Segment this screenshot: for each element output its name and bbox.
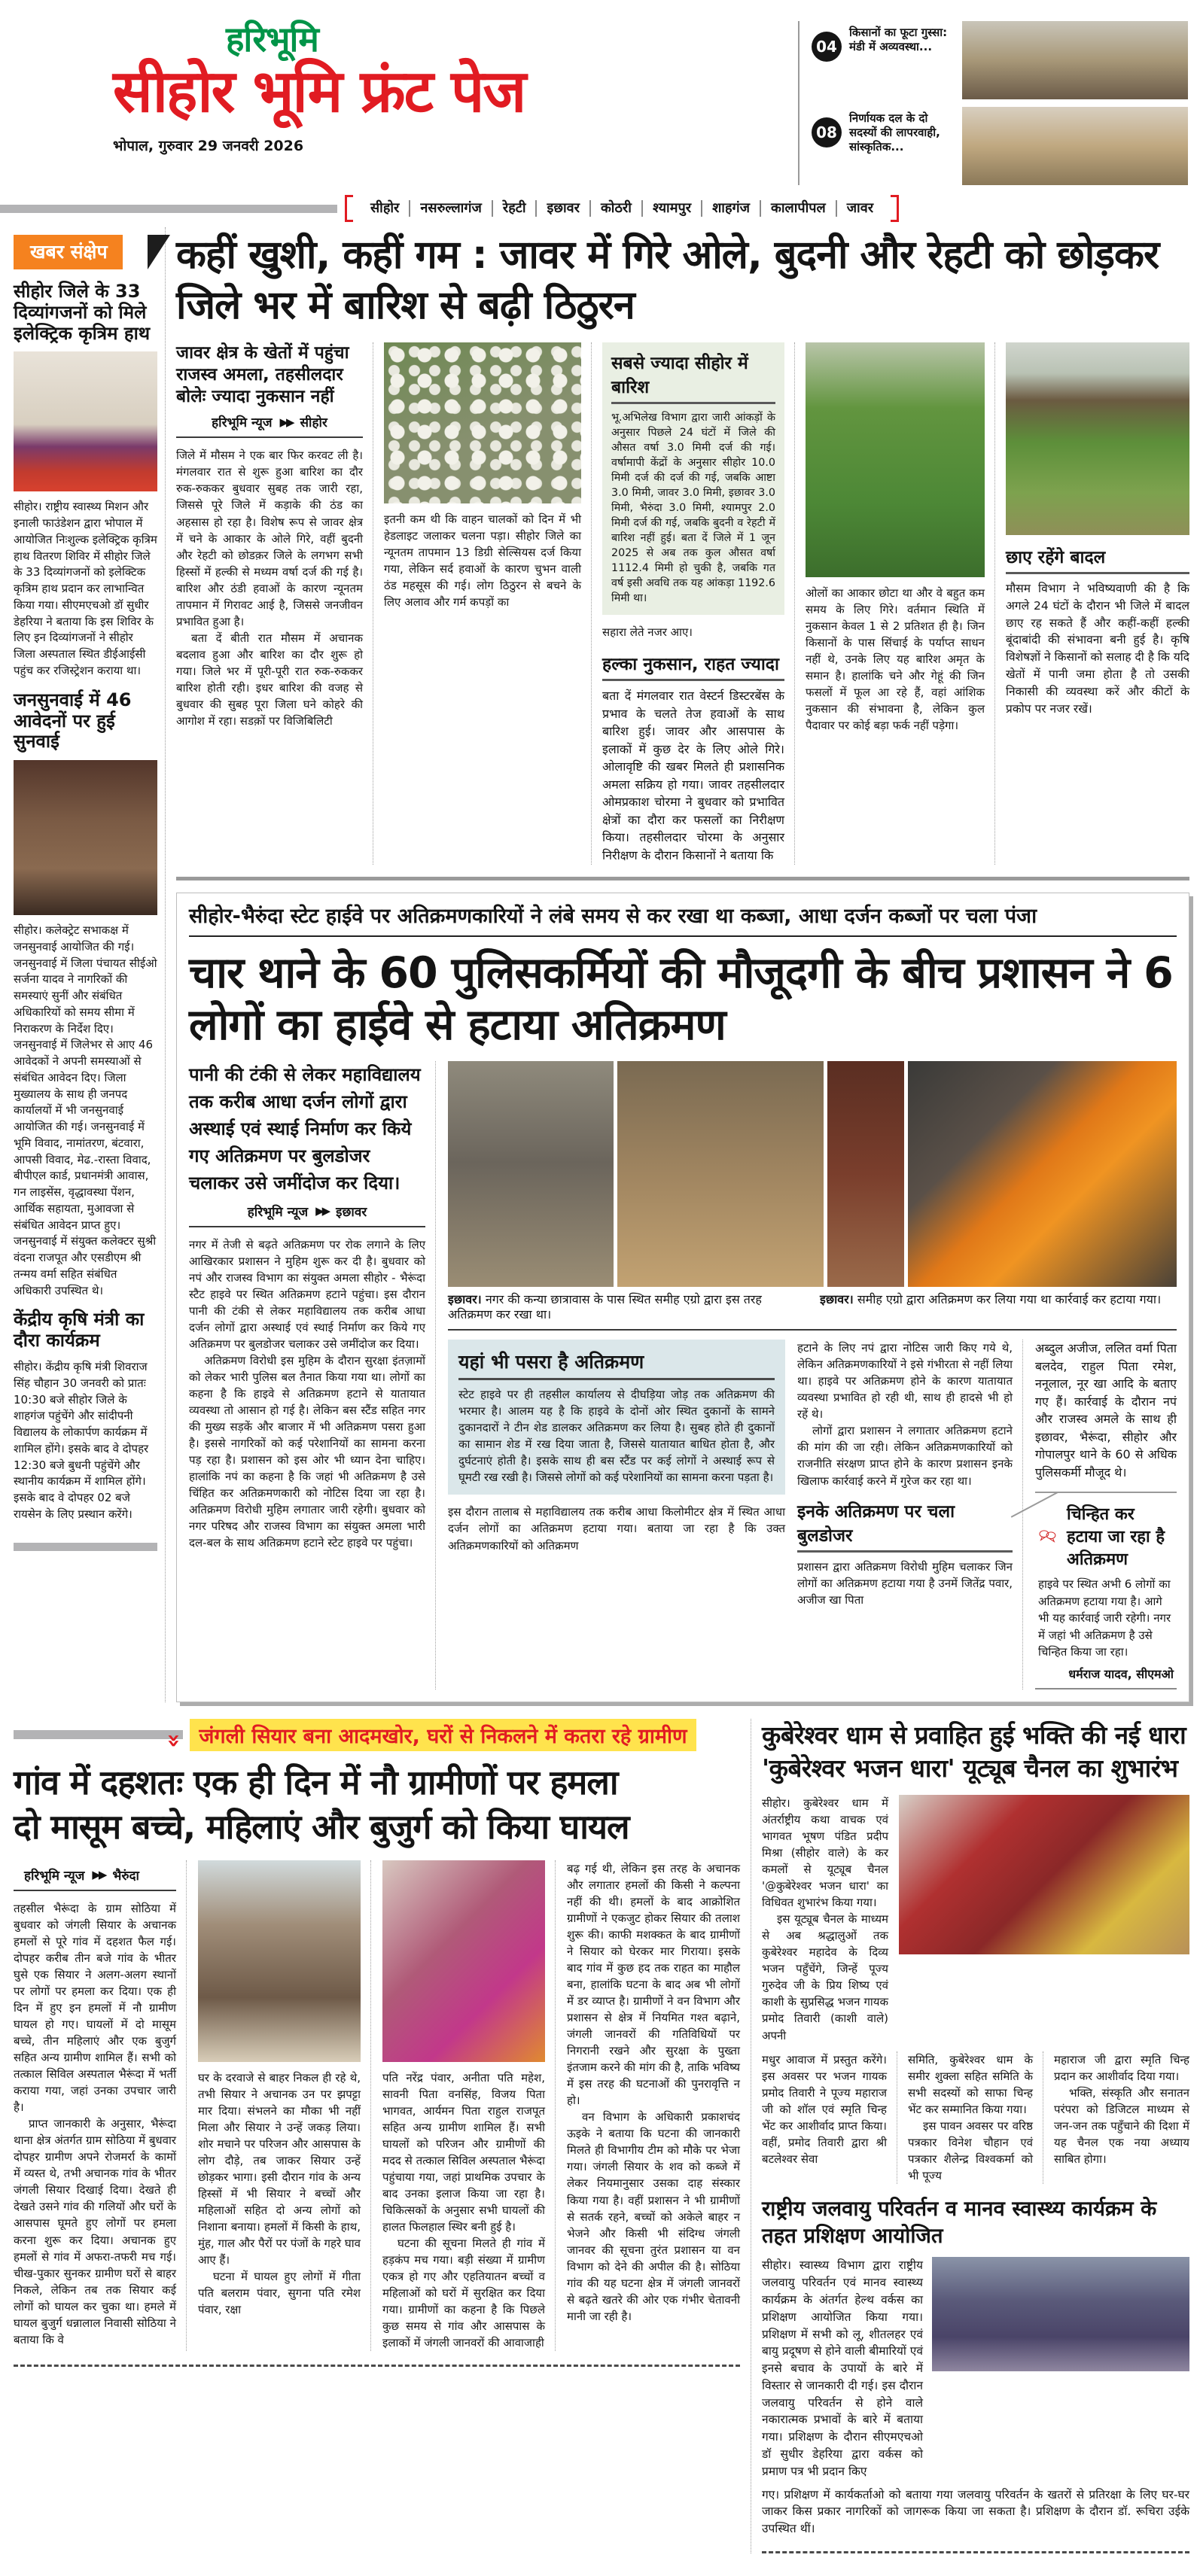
quote-attribution: धर्मराज यादव, सीएमओ bbox=[1068, 1666, 1174, 1681]
bottom-band bbox=[0, 1719, 1200, 2553]
rainfall-box-title: सबसे ज्यादा सीहोर में बारिश bbox=[611, 350, 775, 404]
encroachment-mid-col: हटाने के लिए नपं द्वारा नोटिस जारी किए गये थे, लेकिन अतिक्रमणकारियों ने इसे गंभीरता से नहीं लिया था। हाइवे पर अतिक्रमण होने के कारण यातायात व्यवस्था प्रभावित हो रही थी, साथ ही हादसे भी हो रहें थे। लोगों द्वारा प्रशासन ने लगातार अतिक्रमण हटाने की मांग की जा रही। लेकिन अतिक्रमणकारियों को राजनीति संरक्षण प्राप्त होने के कारण प्रशासन इनके खिलाफ कार्रवाई करने में गुरेज कर रहा था। इनके अतिक्रमण पर चला बुलडोजर प्रशासन द्वारा अतिक्रमण विरोधी मुहिम चलाकर जिन लोगों का अतिक्रमण हटाया गया है उनमें जितेंद्र पवार, अजीज खा पिता bbox=[797, 1340, 1023, 1689]
city-jawar: जावर bbox=[846, 200, 874, 217]
city-kothri: कोठरी bbox=[591, 200, 643, 217]
city-sehore: सीहोर bbox=[361, 200, 410, 217]
encroachment-columns bbox=[189, 1061, 1177, 1689]
sidebar-story3-body: सीहोर। केंद्रीय कृषि मंत्री शिवराज सिंह चौहान 30 जनवरी को प्रातः 10:30 बजे सीहोर जिले के शाहगंज पहुंचेंगे और सांदीपनी विद्यालय के लोकार्पण कार्यक्रम में शामिल होंगे। इसके बाद वे दोपहर 12:30 बजे बुधनी पहुंचेंगे और स्थानीय कार्यक्रम में शामिल होंगे। इसके बाद वे दोपहर 02 बजे रायसेन के लिए प्रस्थान करेंगे। bbox=[14, 1360, 149, 1521]
gray-rule bbox=[14, 1543, 157, 1551]
encroachment-photos bbox=[448, 1061, 1177, 1287]
photo-field-inspection bbox=[806, 342, 985, 577]
encroachment-bottom-columns bbox=[448, 1340, 1177, 1689]
encroachment-bottom-left bbox=[448, 1340, 785, 1689]
jackal-col2: घर के दरवाजे से बाहर निकल ही रहे थे, तभी सियार ने अचानक उन पर झपट्टा मार दिया। संभलने का मौका भी नहीं मिला और सियार ने उन्हें जकड़ लिया। शोर मचाने पर परिजन और आसपास के लोग दौड़े, तब जाकर सियार उन्हें छोड़कर भागा। इसी दौरान गांव के अन्य हिस्सों में भी सियार ने बच्चों और महिलाओं सहित दो अन्य लोगों को निशाना बनाया। हमलों में किसी के हाथ, मुंह, गाल और पैरों पर पंजों के गहरे घाव आए हैं। घटना में घायल हुए लोगों में गीता पति बलराम पंवार, सुगना पति रमेश पंवार, रक्षा bbox=[198, 1860, 371, 2352]
relief-box-title: हल्का नुकसान, राहत ज्यादा bbox=[602, 651, 784, 681]
jackal-kicker-row bbox=[14, 1719, 740, 1751]
climate-headline: राष्ट्रीय जलवायु परिवर्तन व मानव स्वास्थ्य कार्यक्रम के तहत प्रशिक्षण आयोजित bbox=[762, 2196, 1157, 2248]
jackal-kicker: जंगली सियार बना आदमखोर, घरों से निकलने में कतरा रहे ग्रामीण bbox=[190, 1719, 696, 1751]
jackal-headline: गांव में दहशतः एक ही दिन में नौ ग्रामीणों पर हमला दो मासूम बच्चे, महिलाएं और बुजुर्ग को किया घायल bbox=[14, 1762, 629, 1848]
gray-rule bbox=[14, 1730, 183, 1739]
byline bbox=[176, 413, 363, 438]
photo-prosthetic-camp bbox=[14, 351, 157, 491]
news-brief-sidebar bbox=[14, 227, 166, 1702]
climate-body-left: सीहोर। स्वास्थ्य विभाग द्वारा राष्ट्रीय जलवायु परिवर्तन एवं मानव स्वास्थ्य कार्यक्रम के अंतर्गत हेल्थ वर्कस का प्रशिक्षण आयोजित किया गया। प्रशिक्षण में सभी को लू, शीतलहर एवं बायु प्रदूषण से होने वाली बीमारियों एवं इनसे बचाव के उपायों के बारे में विस्तार से जानकारी दी गई। इस दौरान जलवायु परिवर्तन से होने वाले नकारात्मक प्रभावों के बारे में बताया गया। प्रशिक्षण के दौरान सीएमएचओ डॉ सुधीर डेहरिया द्वारा वर्कस को प्रमाण पत्र भी प्रदान किए bbox=[762, 2258, 923, 2478]
bhajan-row2 bbox=[762, 2051, 1189, 2184]
more-encroachment-box bbox=[448, 1340, 785, 1495]
rainfall-box-body: भू.अभिलेख विभाग द्वारा जारी आंकड़ों के अनुसार पिछले 24 घंटों में जिले की औसत वर्षा 3.0 मिमी दर्ज की गई। वर्षामापी केंद्रों के अनुसार सीहोर 10.0 मिमी दर्ज की दर्ज की गई, जबकि आष्टा 3.0 मिमी, जावर 3.0 मिमी, इछावर 3.0 मिमी, भैरुंदा 3.0 मिमी, श्यामपुर 2.0 मिमी दर्ज की गई, जबकि बुदनी व रेहटी में बारिश नहीं हुई। बता दें जिले में 1 जून 2025 से अब तक कुल औसत वर्षा 1112.4 मिमी हो चुकी है, जबकि गत वर्ष इसी अवधि तक यह आंकड़ा 1192.6 मिमी था। bbox=[611, 412, 775, 605]
encroachment-col1 bbox=[189, 1061, 436, 1689]
lead-col4 bbox=[806, 342, 995, 864]
byline bbox=[189, 1203, 425, 1227]
quote-body: हाइवे पर स्थित अभी 6 लोगों का अतिक्रमण हटाया गया है। आगे भी यह कार्रवाई जारी रहेगी। नगर में जहां भी अतिक्रमण है उसे चिन्हित किया जा रहा। bbox=[1038, 1577, 1171, 1659]
climate-row bbox=[762, 2257, 1189, 2480]
page-number-badge: 04 bbox=[812, 32, 842, 62]
masthead bbox=[0, 5, 1200, 185]
fast-forward-icon: ▶▶ bbox=[92, 1868, 105, 1882]
news-brief-badge: खबर संक्षेप bbox=[14, 235, 123, 269]
encroachment-left-extra: इस दौरान तालाब से महाविद्यालय तक करीब आधा किलोमीटर क्षेत्र में स्थित आधा दर्जन लोगों का अतिक्रमण हटाया गया। बताया जा रहा है कि उक्त अतिक्रमणकारियों को अतिक्रमण bbox=[448, 1505, 785, 1553]
jackal-col1: हरिभूमि न्यूज ▶▶ भैरुंदा तहसील भैरूंदा के ग्राम सोठिया में बुधवार को जंगली सियार के अचानक हमलों से पूरे गांव में दहशत फैल गई। दोपहर करीब तीन बजे गांव के भीतर घुसे एक सियार ने अलग-अलग स्थानों पर लोगों पर हमला कर दिया। एक ही दिन में हुए इन हमलों में नौ ग्रामीण घायल हो गए। घायलों में दो मासूम बच्चे, तीन महिलाएं और एक बुजुर्ग सहित अन्य ग्रामीण शामिल हैं। सभी को तत्काल सिविल अस्पताल भैरूंदा में भर्ती कराया गया, जहां उनका उपचार जारी है। प्राप्त जानकारी के अनुसार, भैरूंदा थाना क्षेत्र अंतर्गत ग्राम सोठिया में बुधवार दोपहर ग्रामीण अपने रोजमर्रा के कामों में व्यस्त थे, तभी अचानक गांव के भीतर जंगली सियार दिखाई दिया। देखते ही देखते उसने गांव की गलियों और घरों के आसपास घूमते हुए लोगों पर हमला करना शुरू कर दिया। अचानक हुए हमलों से गांव में अफरा-तफरी मच गई। चीख-पुकार सुनकर ग्रामीण घरों से बाहर निकले, लेकिन तब तक सियार कई लोगों को घायल कर चुका था। हमले में घायल बुजुर्ग धन्नालाल निवासी सोठिया ने बताया कि वे bbox=[14, 1860, 187, 2352]
photo-injured-elderly-man bbox=[198, 1860, 361, 2062]
encroachment-story bbox=[176, 893, 1189, 1702]
bhajan-row1 bbox=[762, 1795, 1189, 2044]
byline-brand: हरिभूमि न्यूज bbox=[212, 415, 273, 431]
cities-strip bbox=[0, 193, 1200, 224]
byline-place: भैरुंदा bbox=[112, 1868, 139, 1884]
byline-brand: हरिभूमि न्यूज bbox=[247, 1204, 309, 1220]
photo-hailstones bbox=[384, 342, 581, 503]
page-title: सीहोर भूमि फ्रंट पेज bbox=[113, 58, 525, 126]
bhajan-channel-story bbox=[762, 1719, 1189, 2184]
official-quote-box bbox=[1035, 1492, 1177, 1689]
open-bracket-icon bbox=[345, 195, 353, 222]
dateline: भोपाल, गुरुवार 29 जनवरी 2026 bbox=[113, 137, 304, 154]
lead-col2 bbox=[384, 342, 592, 864]
photo-health-training bbox=[932, 2257, 1189, 2371]
index-photo-event bbox=[962, 107, 1188, 185]
climate-training-story bbox=[762, 2196, 1189, 2553]
sidebar-story1-title: सीहोर जिले के 33 दिव्यांगजनों को मिले इलेक्ट्रिक कृत्रिम हाथ bbox=[14, 281, 151, 344]
lead-col3 bbox=[602, 342, 795, 864]
sidebar-story2-body: सीहोर। कलेक्ट्रेट सभाकक्ष में जनसुनवाई आयोजित की गई। जनसुनवाई में जिला पंचायत सीईओ सर्जना यादव ने नागरिकों की समस्याएं सुनीं और संबंधित अधिकारियों को समय सीमा में निराकरण के निर्देश दिए। जनसुनवाई में जिलेभर से आए 46 आवेदकों ने अपनी समस्याओं से संबंधित आवेदन दिए। जिला मुख्यालय के साथ ही जनपद कार्यालयों में भी जनसुनवाई आयोजित की गई। जनसुनवाई में भूमि विवाद, नामांतरण, बंटवारा, आपसी विवाद, मेढ.-रास्ता विवाद, बीपीएल कार्ड, प्रधानमंत्री आवास, गन लाइसेंस, वृद्धावस्था पेंशन, आर्थिक सहायता, मुआवजा से संबंधित आवेदन प्राप्त हुए। जनसुनवाई में संयुक्त कलेक्टर सुश्री वंदना राजपूत और एसडीएम श्री तन्मय वर्मा सहित संबंधित अधिकारी उपस्थित थे। bbox=[14, 923, 157, 1297]
gray-rule bbox=[0, 205, 337, 213]
photo-captions bbox=[448, 1287, 1177, 1331]
photo-channel-launch bbox=[899, 1795, 1189, 1954]
sidebar-story1-body: सीहोर। राष्ट्रीय स्वास्थ्य मिशन और इनाली फाउंडेशन द्वारा भोपाल में आयोजित निःशुल्क इलेक्ट्रिक कृत्रिम हाथ वितरण शिविर में सीहोर जिले के 33 दिव्यांगजनों को इलेक्टिक कृत्रिम हाथ प्रदान कर लाभान्वित किया गया। सीएमएचओ डॉ सुधीर डेहरिया ने बताया कि इस शिविर के लिए इन दिव्यांगजनों ने सीहोर जिला अस्पताल स्थित डीईआईसी पहुंच कर रजिस्ट्रेशन कराया था। bbox=[14, 500, 157, 677]
city-list bbox=[361, 200, 883, 217]
city-shahganj: शाहगंज bbox=[702, 200, 761, 217]
photo-jansunwai-meeting bbox=[14, 760, 157, 915]
bulldozer-list-title: इनके अतिक्रमण पर चला बुलडोजर bbox=[797, 1498, 1013, 1553]
city-nasrullaganj: नसरुल्लागंज bbox=[410, 200, 492, 217]
photo-caption-right: इछावर। समीह एग्रो द्वारा अतिक्रमण कर लिया गया था कार्रवाई कर हटाया गया। bbox=[820, 1291, 1162, 1306]
fast-forward-icon: ▶▶ bbox=[279, 415, 293, 429]
close-bracket-icon bbox=[891, 195, 899, 222]
badge-fold-icon bbox=[148, 235, 170, 269]
city-ichhawar: इछावर bbox=[537, 200, 591, 217]
byline-place: इछावर bbox=[336, 1204, 367, 1220]
section-divider bbox=[176, 877, 1189, 880]
lead-col2-body: इतनी कम थी कि वाहन चालकों को दिन में भी हेडलाइट जलाकर चलना पड़ा। सीहोर जिले का न्यूनतम तापमान 13 डिग्री सेल्सियस दर्ज किया गया, लेकिन सर्द हवाओं के कारण चुभन वाली ठंड महसूस की गई। लोग ठिठुरन से बचने के लिए अलाव और गर्म कपड़ों का bbox=[384, 512, 581, 610]
sidebar-story2-title: जनसुनवाई में 46 आवेदनों पर हुई सुनवाई bbox=[14, 689, 132, 753]
bhajan-col1: सीहोर। कुबेरेश्वर धाम में अंतर्राष्ट्रीय कथा वाचक एवं भागवत भूषण पंडित प्रदीप मिश्रा (सीहोर वाले) के कर कमलों से यूट्यूब चैनल '@कुबेरेश्वर भजन धारा' का विधिवत शुभारंभ किया गया। इस यूट्यूब चैनल के माध्यम से अब श्रद्धालुओं तक कुबेरेश्वर महादेव के दिव्य भजन पहुँचेंगे, जिन्हें पूज्य गुरुदेव जी के प्रिय शिष्य एवं काशी के सुप्रसिद्ध भजन गायक प्रमोद तिवारी (काशी वाले) अपनी bbox=[762, 1796, 888, 2042]
city-shyampur: श्यामपुर bbox=[643, 200, 702, 217]
masthead-left bbox=[113, 15, 640, 185]
index-item bbox=[812, 21, 1189, 99]
clouds-box-body: मौसम विभाग ने भविष्यवाणी की है कि अगले 24 घंटों के दौरान भी जिले में बादल छाए रह सकते हैं और कहीं-कहीं हल्की बूंदाबांदी की संभावना बनी हुई है। कृषि विशेषज्ञों ने किसानों को सलाह दी है कि यदि खेतों में पानी जमा होता है तो उसकी निकासी की व्यवस्था करें और कीटों के प्रकोप पर नजर रखें। bbox=[1006, 582, 1189, 716]
city-rehti: रेहटी bbox=[493, 200, 538, 217]
rainfall-box bbox=[602, 342, 784, 615]
encroachment-col1-body: नगर में तेजी से बढ़ते अतिक्रमण पर रोक लगाने के लिए आखिरकार प्रशासन ने मुहिम शुरू कर दी है। बुधवार को नपं और राजस्व विभाग का संयुक्त अमला सीहोर - भैरूंदा स्टैट हाइवे पर स्थित अतिक्रमण हटाने पहुंचा। इस दौरान पानी की टंकी से लेकर महाविद्यालय तक करीब आधा दर्जन लोगों द्वारा अस्थाई एवं स्थाई निर्माण कर किये गए अतिक्रमण पर बुलडोजर चलाकर उसे जमींदोज कर दिया। अतिक्रमण विरोधी इस मुहिम के दौरान सुरक्षा इंतज़ामों को लेकर भारी पुलिस बल तैनात किया गया था। लोगों का कहना है कि हाइवे से अतिक्रमण हटाने से यातायात व्यवस्था तो आसान हो गई है। लेकिन बस स्टैंड सहित नगर की मुख्य सड़कें और बाजार में भी अतिक्रमण पसरा हुआ है। इससे नागरिकों को कई परेशानियों का सामना करना पड़ रहा है। प्रशासन को इस ओर भी ध्यान देना चाहिए। हालांकि नपं का कहना है कि जहां भी अतिक्रमण है उसे चिंहित कर अतिक्रमणकारी को नोटिस दिया जा रहा है। अतिक्रमण विरोधी मुहिम लगातार जारी रहेगी। बुधवार को नगर परिषद और राजस्व विभाग का संयुक्त अमला भारी दल-बल के साथ अतिक्रमण हटाने स्टेट हाइवे पर पहुंचा। bbox=[189, 1237, 425, 1550]
right-bottom-stack bbox=[751, 1719, 1189, 2553]
main-column bbox=[176, 227, 1189, 1702]
bhajan-headline: कुबेरेश्वर धाम से प्रवाहित हुई भक्ति की नई धारा 'कुबेरेश्वर भजन धारा' यूट्यूब चैनल का शुभारंभ bbox=[762, 1720, 1186, 1784]
jackal-col3: पति नरेंद्र पंवार, अनीता पति महेश, सावनी पिता वनसिंह, विजय पिता भागवत, आर्यमन पिता राहुल राजपूत सहित अन्य ग्रामीण शामिल हैं। सभी घायलों को परिजन और ग्रामीणों की मदद से तत्काल सिविल अस्पताल भैरूंदा पहुंचाया गया, जहां प्राथमिक उपचार के बाद उनका इलाज किया जा रहा है। चिकित्सकों के अनुसार सभी घायलों की हालत फिलहाल स्थिर बनी हुई है। घटना की सूचना मिलते ही गांव में हड़कंप मच गया। बड़ी संख्या में ग्रामीण एकत्र हो गए और एहतियातन बच्चों व महिलाओं को घरों में सुरक्षित कर दिया गया। ग्रामीणों का कहना है कि पिछले कुछ समय से गांव और आसपास के इलाकों में जंगली जानवरों की आवाजाही bbox=[382, 1860, 556, 2352]
news-brief-badge-wrap bbox=[14, 235, 157, 271]
lead-subhead: जावर क्षेत्र के खेतों में पहुंचा राजस्व अमला, तहसीलदार बोलेः ज्यादा नुकसान नहीं bbox=[176, 343, 349, 406]
photo-motorcycles-debris bbox=[448, 1061, 614, 1287]
lead-col4-body: ओलों का आकार छोटा था और वे बहुत कम समय के लिए गिरे। वर्तमान स्थिति में नुकसान केवल 1 से 2 प्रतिशत ही है। जिन किसानों के पास सिंचाई के पर्याप्त साधन नहीं थे, उनके लिए यह बारिश अमृत के समान है। हालांकि चने और गेहूं की जिन फसलों में फूल आ रहे हैं, वहां आंशिक नुकसान की संभावना है, लेकिन कुल पैदावार पर कोई बड़ा फर्क नहीं पड़ेगा। bbox=[806, 586, 985, 733]
encroachment-headline: चार थाने के 60 पुलिसकर्मियों की मौजूदगी के बीच प्रशासन ने 6 लोगों का हाईवे से हटाया अतिक्रमण bbox=[189, 947, 1173, 1051]
top-band bbox=[0, 227, 1200, 1702]
lead-col5 bbox=[1006, 342, 1189, 864]
city-kalapipal: कालापीपल bbox=[761, 200, 837, 217]
byline bbox=[14, 1866, 176, 1891]
index-teaser: किसानों का फूटा गुस्सा: मंडी में अव्यवस्था... bbox=[849, 26, 948, 53]
jackal-col4: बढ़ गई थी, लेकिन इस तरह के अचानक और लगातार हमलों की किसी ने कल्पना नहीं की थी। हमलों के बाद आक्रोशित ग्रामीणों ने एकजुट होकर सियार की तलाश शुरू की। काफी मशक्कत के बाद ग्रामीणों ने सियार को घेरकर मार गिराया। इसके बाद गांव में कुछ हद तक राहत का माहौल बना, हालांकि घटना के बाद अब भी लोगों में डर व्याप्त है। ग्रामीणों ने वन विभाग और प्रशासन से क्षेत्र में नियमित गश्त बढ़ाने, जंगली जानवरों की गतिविधियों पर निगरानी रखने और सुरक्षा के पुख्ता इंतजाम करने की मांग की है, ताकि भविष्य में इस तरह की घटनाओं की पुनरावृत्ति न हो। वन विभाग के अधिकारी प्रकाशचंद ऊइके ने बताया कि घटना की जानकारी मिलते ही विभागीय टीम को मौके पर भेजा गया। जंगली सियार के शव को कब्जे में लेकर नियमानुसार उसका दाह संस्कार किया गया है। वहीं प्रशासन ने भी ग्रामीणों से सतर्क रहने, बच्चों को अकेले बाहर न भेजने और किसी भी संदिग्ध जंगली जानवर की सूचना तुरंत प्रशासन या वन विभाग को देने की अपील की है। सोठिया गांव की यह घटना क्षेत्र में जंगली जानवरों से बढ़ते खतरे की ओर एक गंभीर चेतावनी मानी जा रही है। bbox=[567, 1861, 740, 2323]
page-index bbox=[798, 21, 1189, 185]
quote-title: चिन्हित कर हटाया जा रहा है अतिक्रमण bbox=[1067, 1505, 1165, 1570]
more-encroachment-title: यहां भी पसरा है अतिक्रमण bbox=[458, 1349, 775, 1380]
bhajan-col3: समिति, कुबेरेश्वर धाम के समीर शुक्ला सहित समिति के सभी सदस्यों को साफा चिन्ह भेंट कर सम्मानित किया गया। इस पावन अवसर पर वरिष्ठ पत्रकार विनेश चौहान एवं पत्रकार शैलेन्द्र विश्वकर्मा को भी पूज्य bbox=[908, 2051, 1043, 2184]
sidebar-story3-title: केंद्रीय कृषि मंत्री का दौरा कार्यक्रम bbox=[14, 1309, 145, 1352]
lead-col1 bbox=[176, 342, 373, 864]
bhajan-col4: महाराज जी द्वारा स्मृति चिन्ह प्रदान कर आशीर्वाद दिया गया। भक्ति, संस्कृति और सनातन परंपरा को डिजिटल माध्यम से जन-जन तक पहुँचाने की दिशा में यह चैनल एक नया अध्याय साबित होगा। bbox=[1054, 2052, 1189, 2166]
lead-columns bbox=[176, 342, 1189, 864]
clouds-box-title: छाए रहेंगे बादल bbox=[1006, 544, 1189, 574]
brand-logo: हरिभूमि bbox=[226, 19, 318, 59]
encroachment-right bbox=[448, 1061, 1177, 1689]
index-photo-farmers bbox=[962, 21, 1188, 99]
fast-forward-icon: ▶▶ bbox=[315, 1204, 329, 1218]
lead-story bbox=[176, 230, 1189, 880]
dashed-divider bbox=[14, 2365, 740, 2367]
byline-brand: हरिभूमि न्यूज bbox=[24, 1868, 85, 1884]
index-teaser: निर्णायक दल के दो सदस्यों की लापरवाही, सांस्कृतिक... bbox=[849, 111, 940, 154]
photo-cart-timber bbox=[617, 1061, 824, 1287]
encroachment-kicker: सीहोर-भैरुंदा स्टेट हाईवे पर अतिक्रमणकारियों ने लंबे समय से कर रखा था कब्जा, आधा दर्जन कब्जों पर चला पंजा bbox=[189, 901, 1177, 937]
speech-bubbles-icon bbox=[1038, 1519, 1058, 1553]
bulldozer-list-body: प्रशासन द्वारा अतिक्रमण विरोधी मुहिम चलाकर जिन लोगों का अतिक्रमण हटाया गया है उनमें जितेंद्र पवार, अजीज खा पिता bbox=[797, 1559, 1013, 1607]
lead-headline: कहीं खुशी, कहीं गम : जावर में गिरे ओले, बुदनी और रेहटी को छोड़कर जिले भर में बारिश से बढ़ी ठिठुरन bbox=[176, 233, 1159, 328]
lead-col3-bridge: सहारा लेते नजर आए। bbox=[602, 625, 693, 640]
dashed-divider bbox=[762, 2551, 1189, 2553]
page-number-badge: 08 bbox=[812, 117, 842, 148]
photo-bulldozer-action bbox=[908, 1061, 1177, 1287]
encroachment-right-body: अब्दुल अजीज, ललित वर्मा पिता बलदेव, राहुल पिता रमेश, ननूलाल, नूर खा आदि के बताए गए हैं। कार्रवाई के दौरान नपं और राजस्व अमले के साथ ही इछावर, भैरूंदा, सीहोर और गोपालपुर थाने के 60 से अधिक पुलिसकर्मी मौजूद थे। bbox=[1035, 1341, 1177, 1480]
climate-body-tail: गए। प्रशिक्षण में कार्यकर्ताओ को बताया गया जलवायु परिवर्तन के खतरों से प्रतिरक्षा के लिए घर-घर जाकर किस प्रकार नागरिकों को जागरूक किया जा सकता है। प्रशिक्षण के दौरान डॉ. रूचिरा उईके उपस्थित थीं। bbox=[762, 2487, 1189, 2536]
lead-col1-body: जिले में मौसम ने एक बार फिर करवट ली है। मंगलवार रात से शुरू हुआ बारिश का दौर रुक-रुककर बुधवार सुबह तक जारी रहा, जिससे पूरे जिले में कड़ाके की ठंड का अहसास हो रहा है। विशेष रूप से जावर क्षेत्र में चने के आकार के ओले गिरे, वहीं बुदनी और रेहटी को छोडक़र जिले के लगभग सभी हिस्सों में हल्की से मध्यम वर्षा दर्ज की गई है। बारिश और ठंडी हवाओं के कारण न्यूनतम तापमान में गिरावट आई है, जिससे जनजीवन प्रभावित हुआ है। बता दें बीती रात मौसम में अचानक बदलाव हुआ और बारिश का दौर शुरू हो गया। जिले भर में पूरी-पूरी रात रुक-रुककर बारिश होती रही। इधर बारिश की वजह से बुधवार की सुबह पूरा जिला घने कोहरे की आगोश में रहा। सडक़ों पर विजिबिलिटी bbox=[176, 449, 363, 728]
photo-caption-left: इछावर। नगर की कन्या छात्रावास के पास स्थित समीह एग्रो द्वारा इस तरह अतिक्रमण कर रखा था। bbox=[448, 1291, 762, 1322]
encroachment-right-col bbox=[1035, 1340, 1177, 1689]
bhajan-col2: मधुर आवाज में प्रस्तुत करेंगे। इस अवसर पर भजन गायक प्रमोद तिवारी ने पूज्य महाराज जी को शॉल एवं स्मृति चिन्ह भेंट कर आशीर्वाद प्राप्त किया। वहीं, प्रमोद तिवारी द्वारा श्री बटलेश्वर सेवा bbox=[762, 2051, 897, 2184]
byline-place: सीहोर bbox=[300, 415, 327, 431]
photo-green-fields bbox=[1006, 342, 1189, 535]
photo-injured-child bbox=[382, 1860, 545, 2062]
more-encroachment-body: स्टेट हाइवे पर ही तहसील कार्यालय से दीघड़िया जोड़ तक अतिक्रमण की भरमार है। आलम यह है कि हाइवे के दोनों ओर स्थित दुकानों के सामने दुकानदारों ने टीन शेड डालकर अतिक्रमण कर लिया है। सुबह होते ही दुकानों का सामान शेड में रख दिया जाता है, जिससे यातायात बाधित होता है, और दुर्घटनाएं होती है। इसके साथ ही बस स्टैंड पर कई लोगों ने अस्थाई रूप से घूमटी रख रखी है। जिससे लोगों को कई परेशानियों का सामना करना पड़ता है। bbox=[458, 1388, 775, 1485]
encroachment-lead: पानी की टंकी से लेकर महाविद्यालय तक करीब आधा दर्जन लोगों द्वारा अस्थाई एवं स्थाई निर्माण कर किये गए अतिक्रमण पर बुलडोजर चलाकर उसे जमींदोज कर दिया। bbox=[189, 1063, 421, 1194]
jackal-story bbox=[14, 1719, 740, 2553]
relief-box-body: बता दें मंगलवार रात वेस्टर्न डिस्टरबेंस के प्रभाव के चलते तेज हवाओं के साथ बारिश हुई। जावर और आसपास के इलाकों में कुछ देर के लिए ओले गिरे। ओलावृष्टि की खबर मिलते ही प्रशासनिक अमला सक्रिय हो गया। जावर तहसीलदार ओमप्रकाश चोरमा ने बुधवार को प्रभावित क्षेत्रों का दौरा कर फसलों का निरीक्षण किया। तहसीलदार चोरमा के अनुसार निरीक्षण के दौरान किसानों ने बताया कि bbox=[602, 689, 784, 862]
index-item bbox=[812, 107, 1189, 185]
jackal-columns bbox=[14, 1860, 740, 2352]
chevron-down-icon: » bbox=[160, 1733, 187, 1748]
photo-brick-rubble bbox=[827, 1061, 905, 1287]
